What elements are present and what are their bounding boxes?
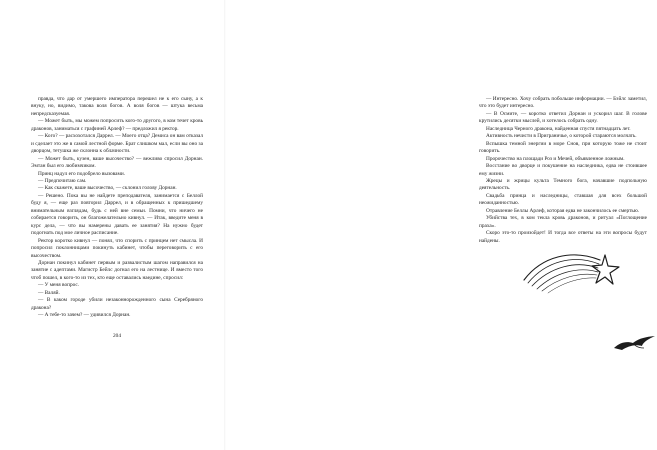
right-page-text [479, 96, 647, 245]
text-paragraph: — В каком городе убили незаконнорожденного сына Серебряного дракона? [31, 297, 203, 311]
text-paragraph: — Кого? — расхохотался Даррел. — Моего отца? Демиса он вам отказал и сделает это же в самой лестной форме. Брат слишком мал, если вы оно за дворцом, тетушка же склонна к облачности. [31, 133, 203, 155]
text-paragraph: — Как скажете, ваше высочество, — склонил голову Дорнан. [38, 185, 177, 192]
text-paragraph: Пророчество на площади Роз и Мечей, объявленное ложным. [486, 155, 625, 162]
text-paragraph: Свадьба принца и наследницы, ставшая для всех большой неожиданностью. [479, 192, 647, 207]
text-paragraph: Принц надул его подобрело вызовами. [38, 170, 125, 177]
text-paragraph: — Решено. Пока вы не найдете преподавателя, занимается с Беллой буду я, — еще раз повторил Даррел, и в обращенных к пришедшему внимательным взглядам, будь с ней вне семьи. Помни, что ничего не собирается говорить, он благожелательно кивнул. — Итак, введите меня в курс дела, — что вы намерены давать ее занятия? На нужно будет подогнать под мое личное расписание. [31, 192, 203, 237]
text-paragraph: Наследница Черного дракона, найденная спустя пятнадцать лет. [486, 125, 631, 132]
text-paragraph: Активность нечисти в Приграничье, о которой стараются молчать. [486, 133, 637, 140]
text-paragraph: Восстание во дворце и покушение на наследника, едва не стоившее ему жизни. [479, 163, 647, 177]
text-paragraph: Дорнан покинул кабинет первым и развалистым шагом направился на занятие с адептами. Магистр Бейлс догнал его на лестнице. И вместо того чтоб пошел, в кого-то из тех, кто еще оставались наедине, спросил: [31, 259, 203, 281]
corner-flourish-icon [613, 335, 657, 351]
text-paragraph: — У меня вопрос. [38, 282, 80, 289]
text-paragraph: Ректор коротко кивнул — понял, что спорить с принцем нет смысла. И попросил поклонницами покинуть кабинет, чтобы переговорить с его высочеством. [31, 237, 203, 259]
comet-star-icon [522, 240, 622, 302]
text-paragraph: Вспышка темной энергии в море Снов, при которую тоже не стоит говорить. [479, 140, 647, 155]
text-paragraph: — Валяй. [38, 289, 60, 296]
text-paragraph: Отравление Беллы Арлеф, которая едва не закончилось ее смертью. [486, 207, 640, 214]
text-paragraph: правда, что дар от умершего императора перешел не к его сыну, а к внуку, но, видимо, такова воля богов. А воля богов — штука весьма непредсказуемая. [31, 96, 203, 117]
text-paragraph: — Может быть, мы можем попросить кого-то другого, в ком течет кровь драконов, заниматься с графиней Арлеф? — предложил я ректор. [31, 118, 203, 132]
text-paragraph: — Интересно. Хочу собрать побольше информации. — Бэйлс заметил, что это будет интересно. [479, 96, 647, 110]
text-paragraph: Убийства тех, в ком текла кровь драконов, и ритуал «Поглощение праха». [479, 215, 647, 229]
right-page [225, 0, 647, 450]
left-page-text [31, 96, 203, 320]
text-paragraph: Жрецы и жрицы культа Темного бога, начавшие подпольную деятельность. [479, 177, 647, 192]
text-paragraph: — А тебе-то зачем? — удивился Дорнан. [38, 312, 131, 319]
page-number: 204 [113, 333, 121, 339]
text-paragraph: Скоро это-то произойдет! И тогда все ответы на эти вопросы будут найдены. [479, 230, 647, 244]
text-paragraph: — Может быть, кузен, ваше высочество? — вежливо спросил Дорнан. Эмтан был его любимчиком. [31, 155, 203, 170]
text-paragraph: — Предпочитаю сам. [38, 177, 87, 184]
left-page [0, 0, 225, 450]
text-paragraph: — В Осмите, — коротко ответил Дорнан и ускорил шаг. В голове крутились десятки мыслей, и хотелось собрать одну. [479, 110, 647, 125]
